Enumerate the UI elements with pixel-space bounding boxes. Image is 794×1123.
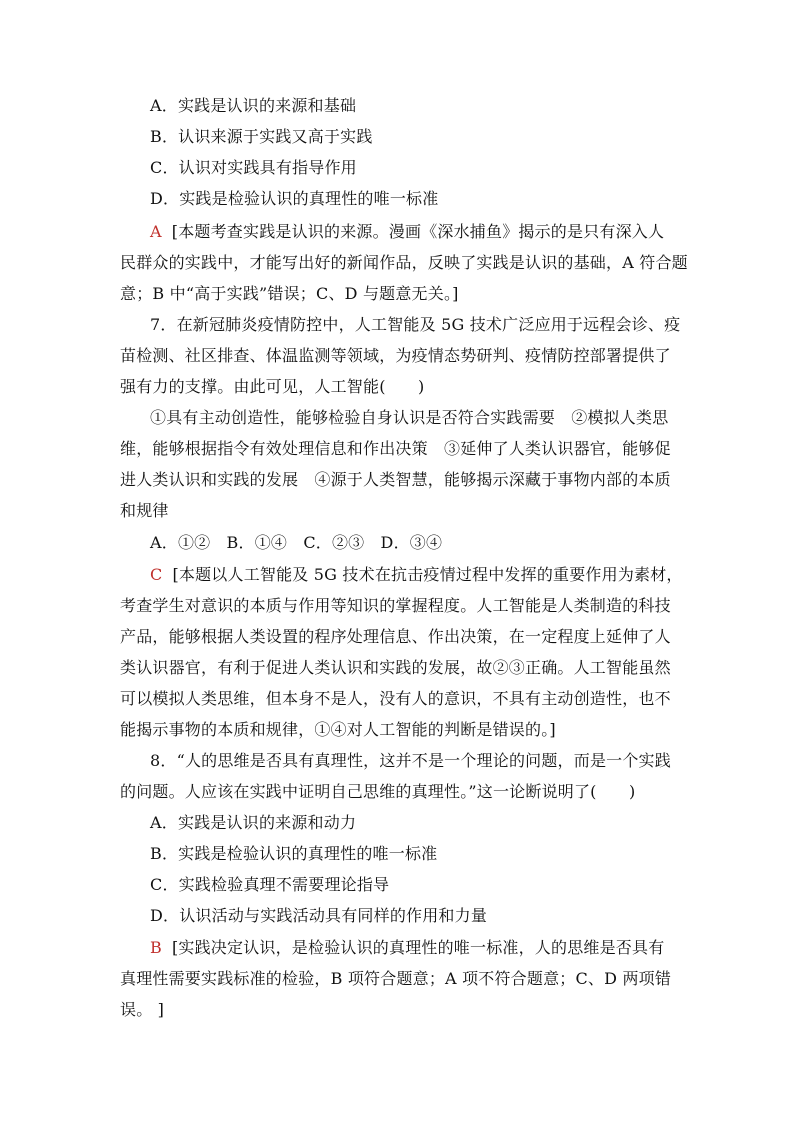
q6-option-d: D．实践是检验认识的真理性的唯一标准 (150, 189, 439, 208)
q7-explanation-line-3: 产品，能够根据人类设置的程序处理信息、作出决策，在一定程度上延伸了人 (120, 627, 671, 646)
q7-stem-line-3: 强有力的支撑。由此可见，人工智能( ) (120, 377, 425, 396)
q7-statements-line-3: 进人类认识和实践的发展 ④源于人类智慧，能够揭示深藏于事物内部的本质 (120, 470, 671, 489)
q6-explanation-line-2: 民群众的实践中，才能写出好的新闻作品，反映了实践是认识的基础，A 符合题 (120, 253, 688, 272)
q7-statements-line-1: ①具有主动创造性，能够检验自身认识是否符合实践需要 ②模拟人类思 (150, 408, 669, 427)
q7-statements-line-2: 维，能够根据指令有效处理信息和作出决策 ③延伸了人类认识器官，能够促 (120, 439, 671, 458)
q6-explanation-line-1 (150, 221, 664, 243)
q6-option-a: A．实践是认识的来源和基础 (150, 96, 357, 115)
q7-stem-line-2: 苗检测、社区排查、体温监测等领域，为疫情态势研判、疫情防控部署提供了 (120, 346, 671, 365)
q8-option-c: C．实践检验真理不需要理论指导 (150, 875, 390, 894)
q8-option-b: B．实践是检验认识的真理性的唯一标准 (150, 844, 438, 863)
q8-option-d: D．认识活动与实践活动具有同样的作用和力量 (150, 906, 488, 925)
q8-answer: B (150, 938, 162, 957)
q7-stem-line-1: 7．在新冠肺炎疫情防控中，人工智能及 5G 技术广泛应用于远程会诊、疫 (150, 315, 681, 334)
q7-explanation-line-4: 类认识器官，有利于促进人类认识和实践的发展，故②③正确。人工智能虽然 (120, 658, 671, 677)
q8-explanation-line-1 (150, 937, 664, 959)
q7-explanation-line-6: 能揭示事物的本质和规律，①④对人工智能的判断是错误的。] (120, 720, 556, 739)
q8-explanation-text-1: [实践决定认识，是检验认识的真理性的唯一标准，人的思维是否具有 (171, 938, 665, 957)
q7-choices: A．①② B．①④ C．②③ D．③④ (150, 533, 443, 552)
q6-explanation-text-1: [本题考查实践是认识的来源。漫画《深水捕鱼》揭示的是只有深入人 (171, 222, 665, 241)
q8-stem-line-2: 的问题。人应该在实践中证明自己思维的真理性。”这一论断说明了( ) (120, 782, 636, 801)
q7-explanation-line-1 (150, 564, 683, 586)
q8-stem-line-1: 8．“人的思维是否具有真理性，这并不是一个理论的问题，而是一个实践 (150, 751, 671, 770)
q6-answer: A (150, 222, 162, 241)
q8-explanation-line-2: 真理性需要实践标准的检验，B 项符合题意；A 项不符合题意；C、D 两项错 (120, 969, 672, 988)
q8-option-a: A．实践是认识的来源和动力 (150, 813, 357, 832)
q7-explanation-text-1: [本题以人工智能及 5G 技术在抗击疫情过程中发挥的重要作用为素材， (172, 565, 683, 584)
q7-answer: C (150, 565, 163, 584)
q7-explanation-line-2: 考查学生对意识的本质与作用等知识的掌握程度。人工智能是人类制造的科技 (120, 596, 671, 615)
q6-option-c: C．认识对实践具有指导作用 (150, 158, 357, 177)
q6-explanation-line-3: 意；B 中“高于实践”错误；C、D 与题意无关。] (120, 284, 459, 303)
q6-option-b: B．认识来源于实践又高于实践 (150, 127, 373, 146)
q7-explanation-line-5: 可以模拟人类思维，但本身不是人，没有人的意识，不具有主动创造性，也不 (120, 689, 671, 708)
q7-statements-line-4: 和规律 (120, 501, 169, 520)
q8-explanation-line-3: 误。 ] (120, 1000, 165, 1019)
